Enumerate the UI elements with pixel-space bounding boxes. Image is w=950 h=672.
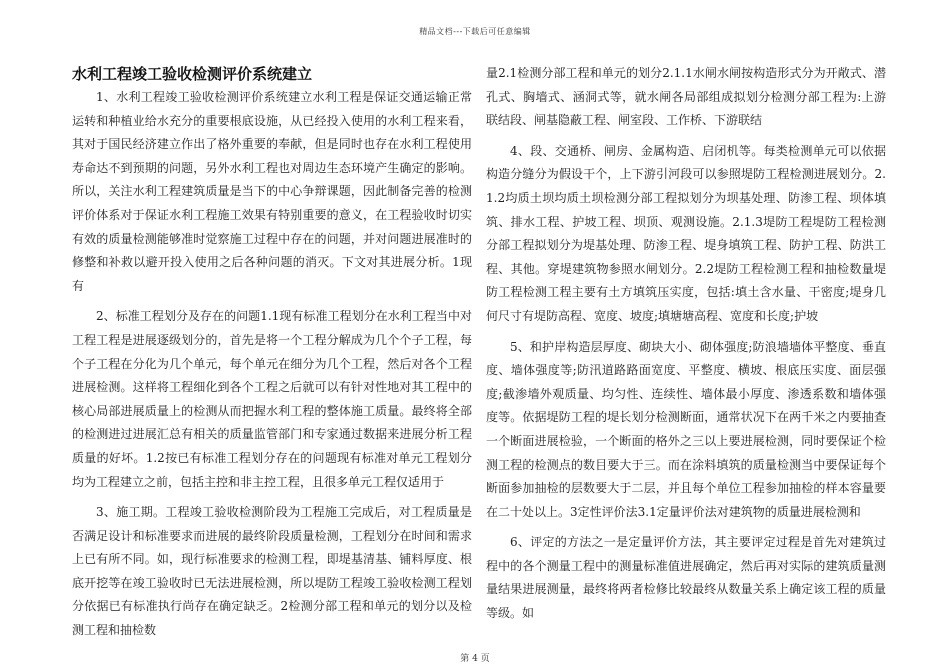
paragraph-1: 1、水利工程竣工验收检测评价系统建立水利工程是保证交通运输正常运转和种植业给水充分的重要根底设施，从已经投入使用的水利工程来看，其对于国民经济建立作出了格外重要的奉献，但是同时也存在水利工程使用寿命达不到预期的问题，另外水利工程也对周边生态环境产生确定的影响。所以，关注水利工程建筑质量是当下的中心争辩课题，因此制备完善的检测评价体系对于保证水利工程施工效果有特别重要的意义，在工程验收时切实有效的质量检测能够准时觉察施工过程中存在的问题，并对问题进展准时的修整和补救以避开投入使用之后各种问题的消灭。下文对其进展分析。1现有 [72, 90, 472, 293]
page-header: 精品文档---下载后可任意编辑 [419, 27, 531, 36]
paragraph-2: 2、标准工程划分及存在的问题1.1现有标准工程划分在水利工程当中对工程工程是进展逐级划分的，首先是将一个工程分解成为几个个子工程，每个子工程在分化为几个单元，每个单元在细分为几个工程，然后对各个工程进展检测。这样将工程细化到各个工程之后就可以有针对性地对其工程中的核心局部进展质量上的检测从而把握水利工程的整体施工质量。最终将全部的检测进过进展汇总有相关的质量监管部门和专家通过数据来进展分析工程质量的好坏。1.2按已有标准工程划分存在的问题现有标准对单元工程划分均为工程建立之前，包括主控和非主控工程，且很多单元工程仅适用于 [72, 309, 472, 489]
page-number: 第 4 页 [460, 654, 490, 664]
right-column [486, 62, 886, 633]
paragraph-3: 3、施工期。工程竣工验收检测阶段为工程施工完成后，对工程质量是否满足设计和标准要求而进展的最终阶段质量检测，工程划分在时间和需求上已有所不同。如，现行标准要求的检测工程，即堤基清基、铺料厚度、根底开挖等在竣工验收时已无法进展检测，所以堤防工程竣工验收检测工程划分依据已有标准执行尚存在确定缺乏。2检测分部工程和单元的划分以及检测工程和抽检数 [72, 505, 472, 638]
paragraph-continued: 量2.1检测分部工程和单元的划分2.1.1水闸水闸按构造形式分为开敞式、潜孔式、胸墙式、涵洞式等，就水闸各局部组成拟划分检测分部工程为:上游联结段、闸基隐蔽工程、闸室段、工作桥、下游联结 [486, 66, 886, 128]
paragraph-5: 5、和护岸构造层厚度、砌块大小、砌体强度;防浪墙墙体平整度、垂直度、墙体强度等;防汛道路路面宽度、平整度、横坡、根底压实度、面层强度;截渗墙外观质量、均匀性、连续性、墙体最小厚度、渗透系数和墙体强度等。依据堤防工程的堤长划分检测断面，通常状况下在两千米之内要抽查一个断面进展检验，一个断面的格外之三以上要进展检测，同时要保证个检测工程的检测点的数目要大于三。而在涂料填筑的质量检测当中要保证每个断面参加抽检的层数要大于二层，并且每个单位工程参加抽检的样本容量要在二十处以上。3定性评价法3.1定量评价法对建筑物的质量进展检测和 [486, 339, 886, 519]
paragraph-6: 6、评定的方法之一是定量评价方法，其主要评定过程是首先对建筑过程中的各个测量工程中的测量标准值进展确定，然后再对实际的建筑质量测量结果进展测量，最终将两者检修比较最终从数量关系上确定该工程的质量等级。如 [486, 535, 886, 621]
paragraph-4: 4、段、交通桥、闸房、金属构造、启闭机等。每类检测单元可以依据构造分缝分为假设干个，上下游引河段可以参照堤防工程检测进展划分。2.1.2均质土坝均质土坝检测分部工程拟划分为坝基处理、防渗工程、坝体填筑、排水工程、护坡工程、坝顶、观测设施。2.1.3堤防工程堤防工程检测分部工程拟划分为堤基处理、防渗工程、堤身填筑工程、防护工程、防洪工程、其他。穿堤建筑物参照水闸划分。2.2堤防工程检测工程和抽检数量堤防工程检测工程主要有土方填筑压实度，包括:填土含水量、干密度;堤身几何尺寸有堤防高程、宽度、坡度;填塘塘高程、宽度和长度;护坡 [486, 143, 886, 323]
left-column [72, 62, 472, 650]
document-title: 水利工程竣工验收检测评价系统建立 [72, 65, 313, 83]
